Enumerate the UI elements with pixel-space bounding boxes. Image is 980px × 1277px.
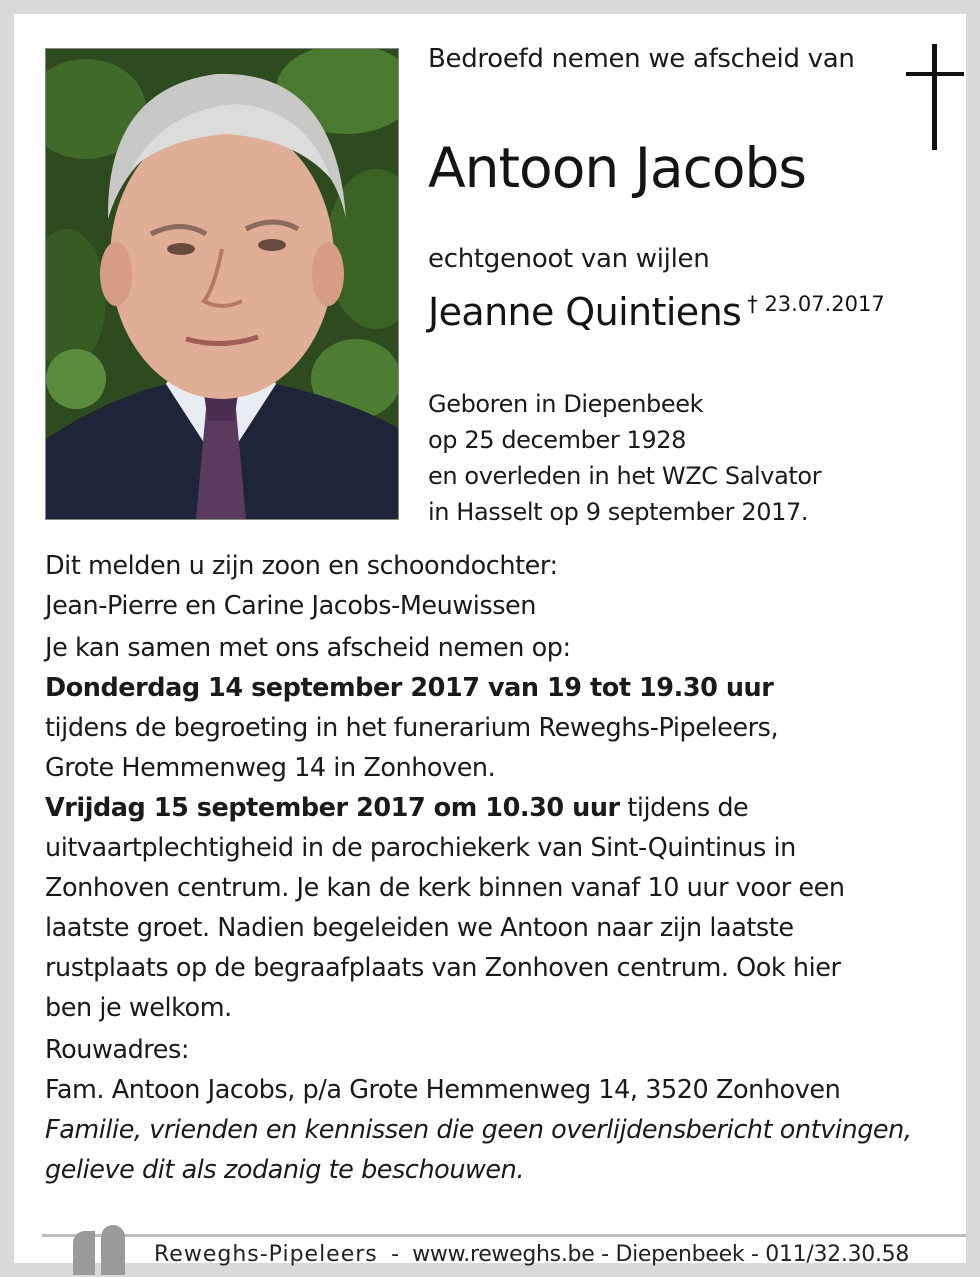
notice-note: gelieve dit als zodanig te beschouwen. — [45, 1155, 525, 1185]
portrait-photo — [45, 48, 399, 520]
spouse-death-date: † 23.07.2017 — [747, 292, 885, 316]
footer-details: www.reweghs.be - Diepenbeek - 011/32.30.58 — [412, 1242, 910, 1267]
funeral-description-line: uitvaartplechtigheid in de parochiekerk van Sint-Quintinus in — [45, 833, 796, 863]
footer-separator: - — [377, 1242, 413, 1267]
deceased-name: Antoon Jacobs — [428, 136, 807, 200]
footer-brand: Reweghs-Pipeleers — [154, 1242, 378, 1267]
address-label: Rouwadres: — [45, 1035, 189, 1065]
birth-line: op 25 december 1928 — [428, 426, 687, 454]
family-names: Jean-Pierre en Carine Jacobs-Meuwissen — [45, 591, 537, 621]
mourning-address: Fam. Antoon Jacobs, p/a Grote Hemmenweg 14, 3520 Zonhoven — [45, 1075, 841, 1105]
funeral-date: Vrijdag 15 september 2017 om 10.30 uur — [45, 793, 620, 823]
farewell-intro: Je kan samen met ons afscheid nemen op: — [45, 633, 571, 663]
cross-icon — [906, 44, 964, 150]
funeral-home-logo-icon — [73, 1225, 127, 1275]
notice-note: Familie, vrienden en kennissen die geen overlijdensbericht ontvingen, — [45, 1115, 912, 1145]
notice-body — [45, 546, 965, 1190]
funeral-description-line: Zonhoven centrum. Je kan de kerk binnen vanaf 10 uur voor een — [45, 873, 845, 903]
birth-death-details — [428, 386, 821, 530]
reported-by: Dit melden u zijn zoon en schoondochter: — [45, 551, 558, 581]
spouse-name: Jeanne Quintiens — [428, 290, 742, 334]
notice-intro: Bedroefd nemen we afscheid van — [428, 44, 855, 74]
footer-divider — [42, 1234, 966, 1237]
birth-line: en overleden in het WZC Salvator — [428, 462, 822, 490]
birth-line: in Hasselt op 9 september 2017. — [428, 498, 809, 526]
birth-line: Geboren in Diepenbeek — [428, 390, 704, 418]
funeral-description: tijdens de — [619, 793, 749, 823]
footer-text — [154, 1242, 909, 1267]
visitation-description: tijdens de begroeting in het funerarium Reweghs-Pipeleers, — [45, 713, 779, 743]
funeral-description-line: laatste groet. Nadien begeleiden we Antoon naar zijn laatste — [45, 913, 794, 943]
visitation-address: Grote Hemmenweg 14 in Zonhoven. — [45, 753, 496, 783]
visitation-date: Donderdag 14 september 2017 van 19 tot 19.30 uur — [45, 673, 774, 703]
funeral-description-line: ben je welkom. — [45, 993, 232, 1023]
spouse-line — [428, 290, 885, 334]
spouse-intro: echtgenoot van wijlen — [428, 244, 710, 274]
funeral-description-line: rustplaats op de begraafplaats van Zonhoven centrum. Ook hier — [45, 953, 841, 983]
